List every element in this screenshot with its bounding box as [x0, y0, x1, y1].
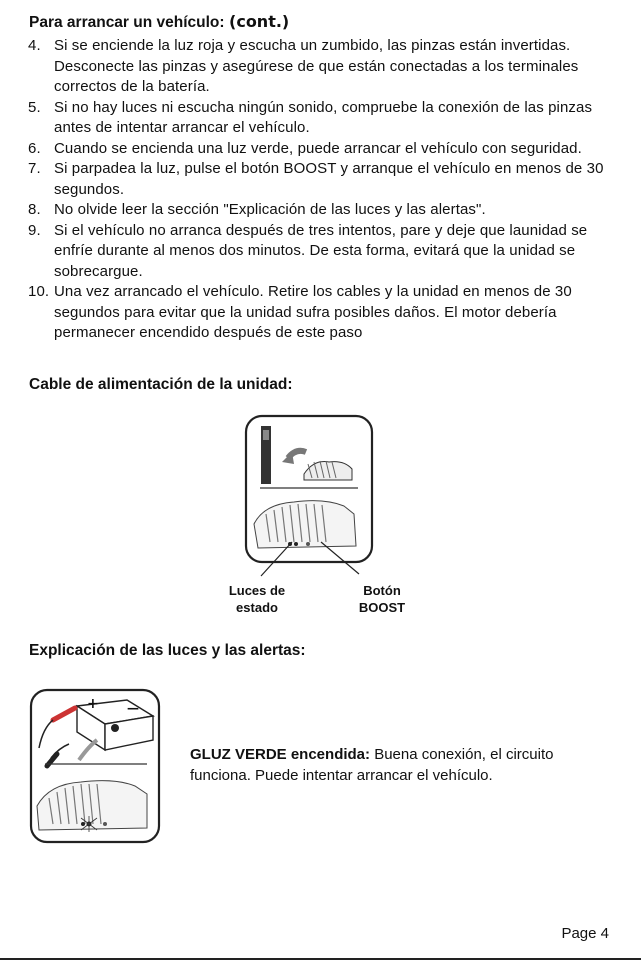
- step-text: Una vez arrancado el vehículo. Retire los cables y la unidad en menos de 30 segundos para evitar que la unidad sufra posibles daños. El motor debería permanecer encendido después de este paso: [54, 283, 572, 341]
- callout-lines: [255, 540, 365, 580]
- step-number: 8.: [28, 201, 41, 218]
- bottom-rule: [0, 958, 641, 960]
- lights-section-title: Explicación de las luces y las alertas:: [29, 642, 306, 659]
- step-text: Si se enciende la luz roja y escucha un zumbido, las pinzas están invertidas. Desconecte las pinzas y asegúrese de que están conectadas a los terminales correctos de la batería.: [54, 37, 579, 95]
- page-number: Page 4: [561, 925, 609, 942]
- step-text: Si el vehículo no arranca después de tres intentos, pare y deje que launidad se enfríe durante al menos dos minutos. De esta forma, evitará que la unidad se sobrecargue.: [54, 221, 588, 280]
- step-number: 4.: [28, 37, 41, 54]
- svg-text:+: +: [87, 696, 99, 712]
- step-item: [28, 36, 628, 98]
- svg-text:—: —: [127, 701, 139, 715]
- step-number: 6.: [28, 139, 41, 157]
- heading-title: Para arrancar un vehículo:: [29, 14, 225, 31]
- green-light-label: GLUZ VERDE encendida:: [190, 746, 371, 763]
- step-number: 5.: [28, 98, 41, 116]
- step-item: [28, 98, 628, 139]
- green-light-text: Buena conexión, el circuito funciona. Puede intentar arrancar el vehículo.: [190, 746, 554, 784]
- step-text: No olvide leer la sección "Explicación de las luces y las alertas".: [54, 201, 486, 218]
- step-item: [28, 159, 628, 200]
- steps-list: [28, 36, 628, 344]
- caption-boost-button: Botón BOOST: [358, 583, 406, 615]
- step-text: Si parpadea la luz, pulse el botón BOOST y arranque el vehículo en menos de 30 segundos.: [54, 160, 604, 198]
- step-item: [28, 221, 628, 283]
- heading-cont: (cont.): [229, 12, 290, 31]
- step-item: [28, 200, 628, 221]
- cable-section-title: Cable de alimentación de la unidad:: [29, 376, 293, 393]
- green-light-description: [190, 745, 610, 786]
- step-item: [28, 282, 628, 344]
- step-text: Cuando se encienda una luz verde, puede arrancar el vehículo con seguridad.: [54, 139, 582, 157]
- step-number: 7.: [28, 160, 41, 177]
- page-heading: [29, 12, 289, 32]
- battery-connection-illustration: [29, 688, 161, 844]
- step-text: Si no hay luces ni escucha ningún sonido, compruebe la conexión de las pinzas antes de intentar arrancar el vehículo.: [54, 98, 593, 136]
- caption-status-lights: Luces de estado: [228, 583, 286, 615]
- step-number: 9.: [28, 221, 41, 239]
- step-number: 10.: [28, 283, 50, 300]
- step-item: [28, 139, 628, 160]
